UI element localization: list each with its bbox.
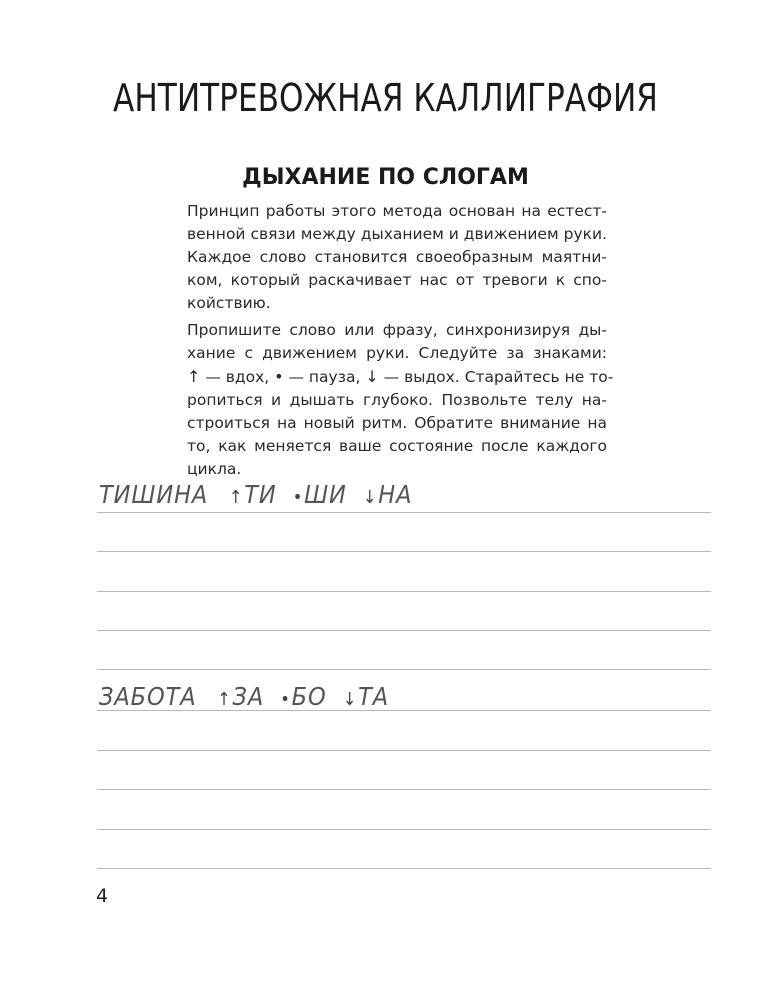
example-line (99, 682, 389, 711)
text-line: ком, который раскачивает нас от тревоги к спо- (187, 271, 607, 289)
legend-line (187, 365, 614, 389)
legend-inhale-text: — вдох, (200, 368, 275, 386)
dot-icon: • (280, 689, 291, 710)
arrow-down-icon: ↓ (365, 367, 379, 386)
example-line (99, 480, 412, 509)
page-number: 4 (96, 885, 109, 907)
writing-line[interactable] (97, 512, 711, 513)
practice-block-1 (97, 470, 711, 670)
writing-line[interactable] (97, 750, 711, 751)
text-line: койствию. (187, 294, 271, 312)
writing-line[interactable] (97, 789, 711, 790)
section-title: ДЫХАНИЕ ПО СЛОГАМ (242, 165, 529, 190)
writing-line[interactable] (97, 829, 711, 830)
writing-line[interactable] (97, 551, 711, 552)
intro-paragraph-1 (187, 200, 607, 315)
practice-block-2 (97, 680, 711, 870)
example-word: ТИШИНА (99, 480, 209, 509)
legend-exhale-text: — выдох. Старайтесь не то- (378, 368, 614, 386)
writing-line[interactable] (97, 710, 711, 711)
syllable: БО (291, 682, 327, 711)
writing-line[interactable] (97, 669, 711, 670)
syllable: НА (378, 480, 413, 509)
dot-icon: • (274, 367, 284, 386)
text-line: венной связи между дыханием и движением руки. (187, 225, 607, 243)
text-line: цикла. (187, 460, 242, 478)
syllable: ТА (358, 682, 390, 711)
example-word: ЗАБОТА (99, 682, 197, 711)
text-line: Принцип работы этого метода основан на естест- (187, 202, 607, 220)
syllable: ТИ (244, 480, 277, 509)
syllable: ШИ (304, 480, 347, 509)
writing-line[interactable] (97, 630, 711, 631)
arrow-up-icon: ↑ (217, 689, 232, 710)
page-title: АНТИТРЕВОЖНАЯ КАЛЛИГРАФИЯ (113, 76, 658, 120)
legend-pause-text: — пауза, (283, 368, 366, 386)
dot-icon: • (292, 487, 304, 508)
syllable: ЗА (232, 682, 265, 711)
text-line: хание с движением руки. Следуйте за знаками: (187, 344, 607, 362)
arrow-down-icon: ↓ (342, 689, 358, 710)
text-line: Пропишите слово или фразу, синхронизируя ды- (187, 321, 607, 339)
intro-paragraph-2 (187, 319, 614, 481)
arrow-up-icon: ↑ (228, 487, 244, 508)
arrow-up-icon: ↑ (187, 367, 201, 386)
text-line: Каждое слово становится своеобразным маятни- (187, 248, 607, 266)
text-line: строиться на новый ритм. Обратите внимание на (187, 414, 607, 432)
writing-line[interactable] (97, 868, 711, 869)
arrow-down-icon: ↓ (362, 487, 378, 508)
text-line: то, как меняется ваше состояние после каждого (187, 437, 607, 455)
writing-line[interactable] (97, 591, 711, 592)
text-line: ропиться и дышать глубоко. Позвольте телу на- (187, 391, 607, 409)
